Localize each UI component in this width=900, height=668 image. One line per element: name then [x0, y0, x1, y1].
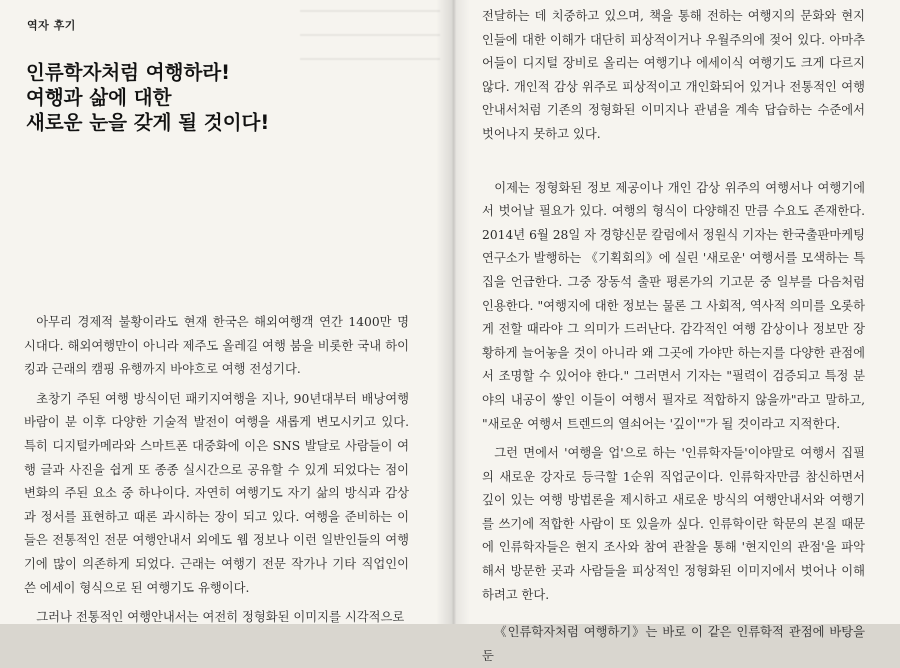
- paragraph: 초창기 주된 여행 방식이던 패키지여행을 지나, 90년대부터 배낭여행 바람이 분 이후 다양한 기술적 발전이 여행을 새롭게 변모시키고 있다. 특히 디지털카메라와 스마트폰 대중화에 이은 SNS 발달로 사람들이 여행 글과 사진을 쉽게 또 종종 실시간으로 공유할 수 있게 되었다는 점이 변화의 주된 요소 중 하나이다. 자연히 여행기도 자기 삶의 방식과 감상과 정서를 표현하고 때론 과시하는 장이 되고 있다. 여행을 준비하는 이들은 전통적인 전문 여행안내서 외에도 웹 정보나 이런 일반인들의 여행기에 많이 의존하게 되었다. 근래는 여행기 전문 작가나 기타 직업인이 쓴 에세이 형식으로 된 여행기도 유행이다.: [24, 391, 409, 595]
- show-through-text: [300, 10, 440, 80]
- right-page: [452, 0, 900, 663]
- headline: [26, 60, 269, 135]
- headline-line-3: 새로운 눈을 갖게 될 것이다!: [26, 111, 270, 134]
- right-body-text: [482, 5, 865, 668]
- headline-line-2: 여행과 삶에 대한: [26, 86, 172, 109]
- paragraph: 전달하는 데 치중하고 있으며, 책을 통해 전하는 여행지의 문화와 현지인들에 대한 이해가 대단히 피상적이거나 우월주의에 젖어 있다. 아마추어들이 디지털 장비로 올리는 여행기나 에세이식 여행기도 크게 다르지 않다. 개인적 감상 위주로 피상적이고 개인화되어 있거나 전통적인 여행안내서처럼 기존의 정형화된 이미지나 관념을 계속 답습하는 수준에서 벗어나지 못하고 있다.: [482, 9, 865, 141]
- paragraph: 이제는 정형화된 정보 제공이나 개인 감상 위주의 여행서나 여행기에서 벗어날 필요가 있다. 여행의 형식이 다양해진 만큼 수요도 존재한다. 2014년 6월 28일 자 경향신문 칼럼에서 정원식 기자는 한국출판마케팅 연구소가 발행하는 《기획회의》에 실린 '새로운' 여행서를 모색하는 특집을 언급한다. 그중 장동석 출판 평론가의 기고문 중 일부를 다음처럼 인용한다. "여행지에 대한 정보는 물론 그 사회적, 역사적 의미를 오롯하게 전할 때라야 그 의미가 드러난다. 감각적인 여행 감상이나 정보만 장황하게 늘어놓을 것이 아니라 왜 그곳에 가야만 하는지를 다양한 관점에서 조명할 수 있어야 한다." 그러면서 기자는 "필력이 검증되고 특정 분야의 내공이 쌓인 이들이 여행서 필자로 적합하지 않을까"라고 말하고, "새로운 여행서 트렌드의 열쇠어는 '깊이'"가 될 것이라고 지적한다.: [482, 180, 866, 431]
- section-label: 역자 후기: [27, 19, 76, 32]
- paragraph: 그러나 전통적인 여행안내서는 여전히 정형화된 이미지를 시각적으로: [36, 610, 405, 625]
- paragraph: 아무리 경제적 불황이라도 현재 한국은 해외여행객 연간 1400만 명 시대다. 해외여행만이 아니라 제주도 올레길 여행 붐을 비롯한 국내 하이킹과 근래의 캠핑 유행까지 바야흐로 여행 전성기다.: [24, 315, 409, 377]
- left-page: [0, 0, 452, 624]
- left-body-text: [24, 311, 409, 630]
- paragraph: 《인류학자처럼 여행하기》는 바로 이 같은 인류학적 관점에 바탕을 둔: [482, 625, 865, 663]
- paragraph: 그런 면에서 '여행을 업'으로 하는 '인류학자들'이야말로 여행서 집필의 새로운 강자로 등극할 1순위 직업군이다. 인류학자만큼 참신하면서 깊이 있는 여행 방법론을 제시하고 새로운 방식의 여행안내서와 여행기를 쓰기에 적합한 사람이 또 있을까 싶다. 인류학이란 학문의 본질 때문에 인류학자들은 현지 조사와 참여 관찰을 통해 '현지인의 관점'을 파악해서 방문한 곳과 사람들을 피상적인 정형화된 이미지에서 벗어나 이해하려고 한다.: [482, 446, 865, 602]
- headline-line-1: 인류학자처럼 여행하라!: [26, 61, 231, 84]
- book-gutter: [436, 0, 470, 624]
